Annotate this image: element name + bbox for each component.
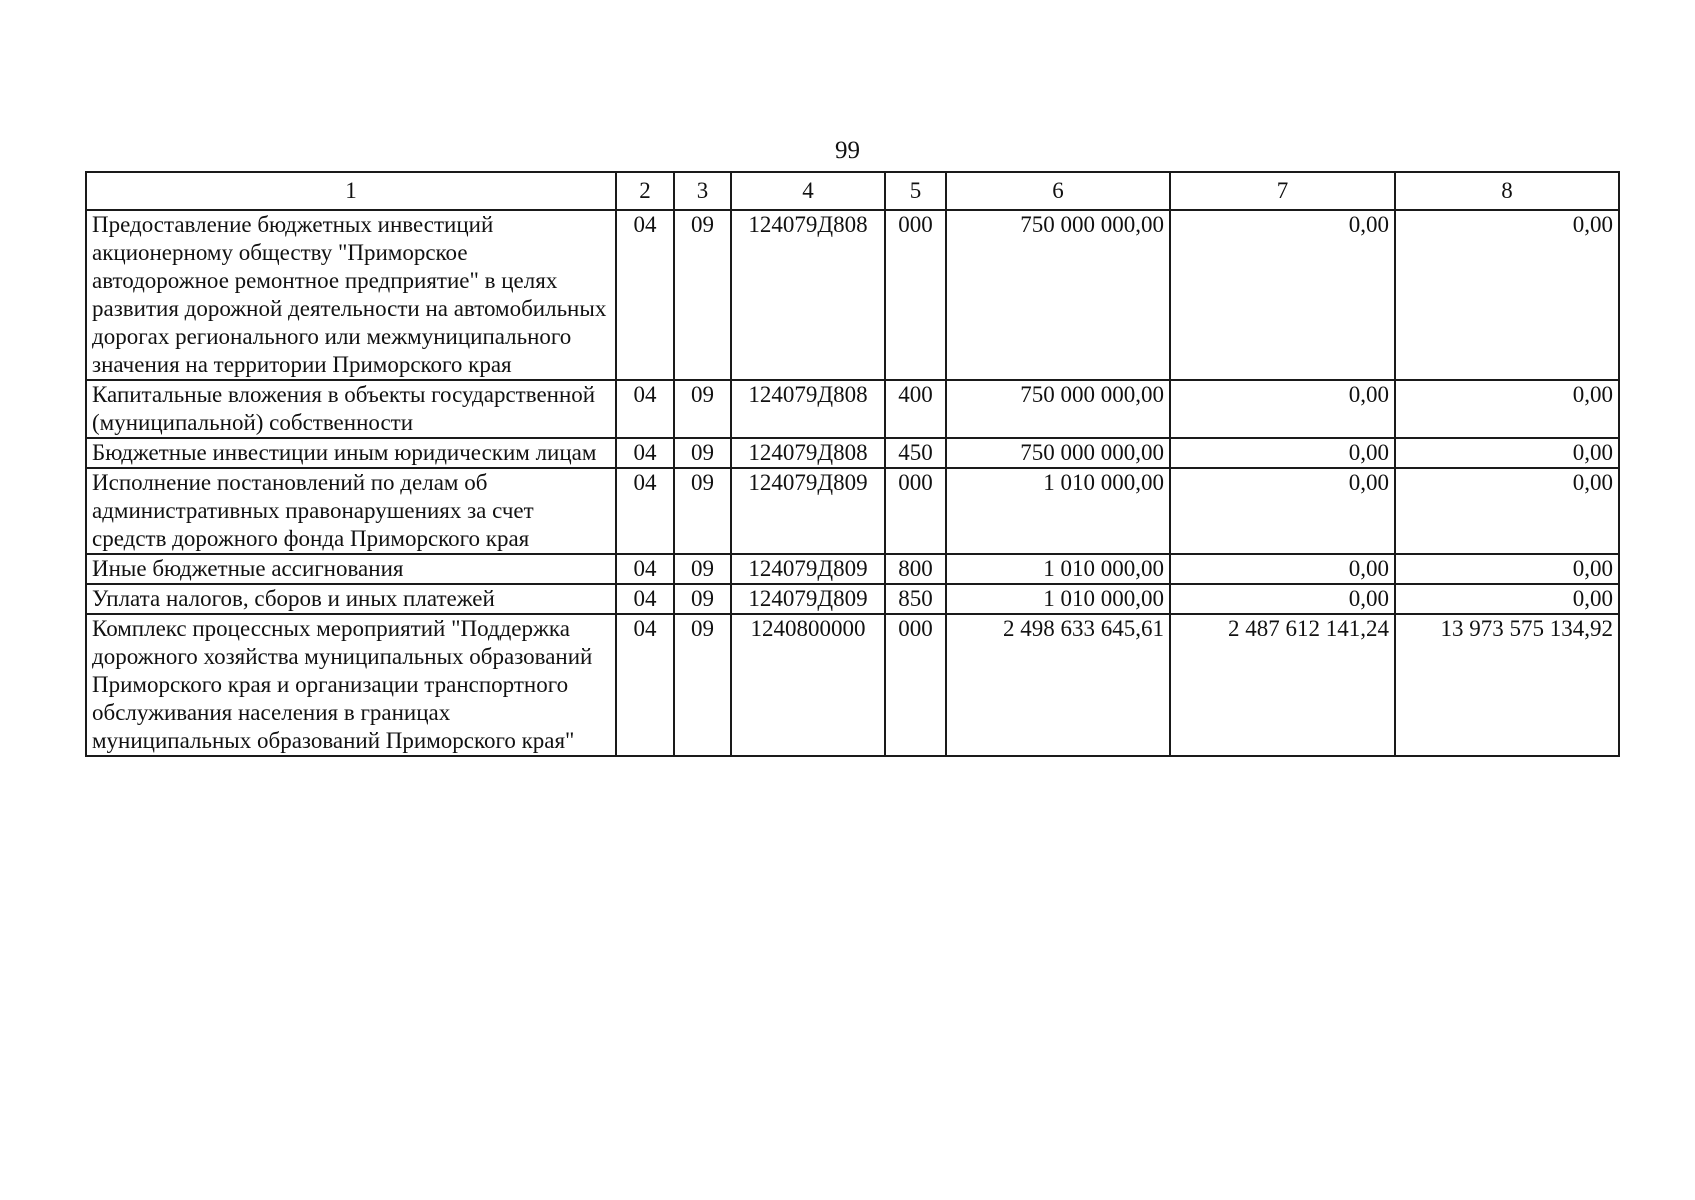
header-col-4: 4	[731, 172, 885, 210]
table-row	[86, 584, 1619, 614]
row-subsection: 09	[674, 554, 731, 584]
row-amount-6: 1 010 000,00	[946, 468, 1170, 554]
row-section: 04	[616, 438, 674, 468]
row-subsection: 09	[674, 614, 731, 756]
row-name: Иные бюджетные ассигнования	[86, 554, 616, 584]
row-name: Предоставление бюджетных инвестиций акционерному обществу "Приморское автодорожное ремонтное предприятие" в целях развития дорожной деятельности на автомобильных дорогах регионального или межмуниципального значения на территории Приморского края	[86, 210, 616, 380]
row-amount-8: 0,00	[1395, 468, 1619, 554]
header-col-6: 6	[946, 172, 1170, 210]
row-target-code: 124079Д809	[731, 554, 885, 584]
header-col-2: 2	[616, 172, 674, 210]
row-expense-type: 850	[885, 584, 946, 614]
row-amount-8: 0,00	[1395, 380, 1619, 438]
row-amount-7: 0,00	[1170, 438, 1395, 468]
row-name: Уплата налогов, сборов и иных платежей	[86, 584, 616, 614]
row-section: 04	[616, 468, 674, 554]
row-amount-7: 2 487 612 141,24	[1170, 614, 1395, 756]
row-expense-type: 400	[885, 380, 946, 438]
row-amount-8: 0,00	[1395, 210, 1619, 380]
table-row	[86, 210, 1619, 380]
table-row	[86, 614, 1619, 756]
row-amount-7: 0,00	[1170, 584, 1395, 614]
header-col-8: 8	[1395, 172, 1619, 210]
row-expense-type: 000	[885, 614, 946, 756]
row-subsection: 09	[674, 380, 731, 438]
header-col-5: 5	[885, 172, 946, 210]
row-name: Исполнение постановлений по делам об административных правонарушениях за счет средств дорожного фонда Приморского края	[86, 468, 616, 554]
row-subsection: 09	[674, 468, 731, 554]
row-amount-7: 0,00	[1170, 554, 1395, 584]
budget-table	[85, 171, 1620, 757]
row-subsection: 09	[674, 210, 731, 380]
header-row	[86, 172, 1619, 210]
row-section: 04	[616, 554, 674, 584]
row-amount-6: 1 010 000,00	[946, 554, 1170, 584]
table-row	[86, 438, 1619, 468]
row-amount-6: 750 000 000,00	[946, 438, 1170, 468]
row-amount-6: 750 000 000,00	[946, 210, 1170, 380]
row-section: 04	[616, 614, 674, 756]
row-expense-type: 800	[885, 554, 946, 584]
row-expense-type: 000	[885, 468, 946, 554]
row-amount-6: 750 000 000,00	[946, 380, 1170, 438]
row-target-code: 124079Д808	[731, 210, 885, 380]
row-expense-type: 000	[885, 210, 946, 380]
row-target-code: 124079Д809	[731, 584, 885, 614]
row-name: Бюджетные инвестиции иным юридическим лицам	[86, 438, 616, 468]
row-target-code: 124079Д809	[731, 468, 885, 554]
table-row	[86, 380, 1619, 438]
row-target-code: 124079Д808	[731, 380, 885, 438]
row-amount-7: 0,00	[1170, 210, 1395, 380]
row-section: 04	[616, 210, 674, 380]
row-expense-type: 450	[885, 438, 946, 468]
row-amount-8: 0,00	[1395, 554, 1619, 584]
row-subsection: 09	[674, 438, 731, 468]
row-amount-8: 0,00	[1395, 584, 1619, 614]
row-target-code: 124079Д808	[731, 438, 885, 468]
header-col-7: 7	[1170, 172, 1395, 210]
row-amount-7: 0,00	[1170, 380, 1395, 438]
page-number: 99	[835, 137, 860, 164]
row-amount-8: 0,00	[1395, 438, 1619, 468]
row-name: Капитальные вложения в объекты государственной (муниципальной) собственности	[86, 380, 616, 438]
table-row	[86, 468, 1619, 554]
header-col-3: 3	[674, 172, 731, 210]
row-section: 04	[616, 380, 674, 438]
row-name: Комплекс процессных мероприятий "Поддержка дорожного хозяйства муниципальных образований Приморского края и организации транспортного обслуживания населения в границах муниципальных образований Приморского края"	[86, 614, 616, 756]
row-target-code: 1240800000	[731, 614, 885, 756]
row-amount-6: 2 498 633 645,61	[946, 614, 1170, 756]
row-section: 04	[616, 584, 674, 614]
row-amount-8: 13 973 575 134,92	[1395, 614, 1619, 756]
row-amount-6: 1 010 000,00	[946, 584, 1170, 614]
header-col-1: 1	[86, 172, 616, 210]
row-subsection: 09	[674, 584, 731, 614]
row-amount-7: 0,00	[1170, 468, 1395, 554]
table-row	[86, 554, 1619, 584]
